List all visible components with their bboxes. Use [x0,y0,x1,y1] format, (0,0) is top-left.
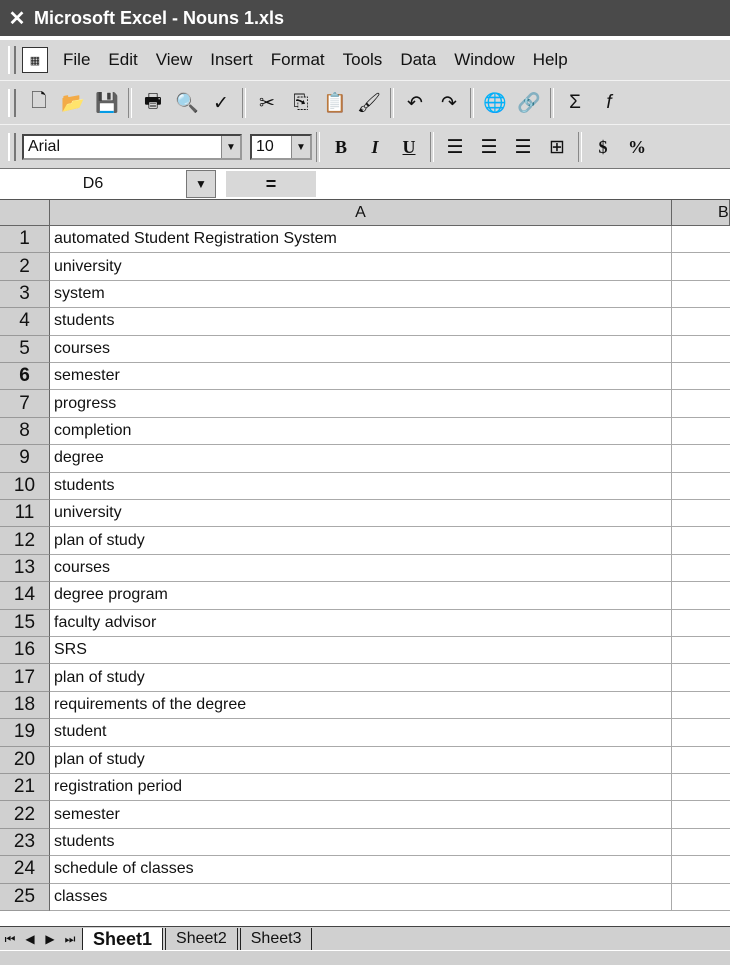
toolbar-grip [8,89,16,117]
table-row [0,884,730,911]
cell-a[interactable]: completion [50,418,672,445]
cell-a[interactable]: progress [50,390,672,417]
cell-a[interactable]: university [50,500,672,527]
menu-file[interactable]: File [63,50,91,69]
table-row [0,664,730,691]
sheet-tab-sheet2[interactable]: Sheet2 [165,928,238,950]
row-header[interactable]: 14 [0,582,50,609]
chevron-down-icon[interactable]: ▼ [221,136,240,158]
bold-button[interactable]: B [334,136,347,157]
menu-format[interactable]: Format [270,50,325,69]
row-header[interactable]: 1 [0,226,50,253]
separator [128,88,132,118]
cut-icon[interactable]: ✂ [259,92,275,114]
formula-bar [0,168,730,201]
cell-a[interactable]: student [50,719,672,746]
row-header[interactable]: 3 [0,281,50,308]
font-name-value: Arial [28,138,61,155]
table-row [0,610,730,637]
edit-formula-button[interactable]: = [226,171,316,197]
menu-tools[interactable]: Tools [342,50,383,69]
cell-b[interactable] [672,884,730,911]
table-row [0,281,730,308]
cell-a[interactable]: courses [50,555,672,582]
table-row [0,390,730,417]
table-row [0,856,730,883]
table-row [0,336,730,363]
cell-a[interactable]: SRS [50,637,672,664]
prev-sheet-icon[interactable]: ◀ [25,932,35,946]
sheet-tab-bar [0,926,730,951]
row-header[interactable]: 24 [0,856,50,883]
cell-a[interactable]: students [50,308,672,335]
row-header[interactable]: 25 [0,884,50,911]
menu-insert[interactable]: Insert [210,50,253,69]
table-row [0,500,730,527]
row-header[interactable]: 10 [0,473,50,500]
table-row [0,418,730,445]
copy-icon[interactable]: ⎘ [293,92,309,113]
cell-b[interactable] [672,418,730,445]
separator [550,88,554,118]
cell-a[interactable]: students [50,473,672,500]
formula-input[interactable] [316,171,730,197]
row-header[interactable]: 6 [0,363,50,390]
save-icon[interactable]: 💾 [95,93,119,114]
row-header[interactable]: 23 [0,829,50,856]
cell-b[interactable] [672,500,730,527]
table-row [0,363,730,390]
cell-a[interactable]: classes [50,884,672,911]
cell-a[interactable]: degree program [50,582,672,609]
row-header[interactable]: 19 [0,719,50,746]
sheet-tab-sheet3[interactable]: Sheet3 [240,928,313,950]
align-center-icon[interactable]: ☰ [480,136,498,158]
open-icon[interactable]: 📂 [61,93,85,114]
separator [242,88,246,118]
last-sheet-icon[interactable]: ⏭ [64,931,76,946]
separator [470,88,474,118]
cell-b[interactable] [672,390,730,417]
menu-data[interactable]: Data [400,50,437,69]
cell-b[interactable] [672,692,730,719]
row-header[interactable]: 12 [0,527,50,554]
column-header-b[interactable]: B [672,200,730,226]
cell-a[interactable]: requirements of the degree [50,692,672,719]
chevron-down-icon[interactable]: ▼ [186,170,216,198]
column-header-a[interactable]: A [50,200,672,226]
cell-b[interactable] [672,527,730,554]
table-row [0,226,730,253]
italic-button[interactable]: I [371,136,379,157]
align-right-icon[interactable]: ☰ [514,136,532,158]
row-header[interactable]: 21 [0,774,50,801]
web-icon[interactable]: 🌐 [483,93,507,114]
name-box[interactable] [0,171,186,197]
standard-toolbar [0,80,730,126]
cell-b[interactable] [672,336,730,363]
separator [390,88,394,118]
table-row [0,555,730,582]
cell-b[interactable] [672,363,730,390]
cell-b[interactable] [672,555,730,582]
cell-b[interactable] [672,637,730,664]
print-icon[interactable]: 🖶 [144,91,162,112]
cell-a[interactable]: semester [50,363,672,390]
row-header[interactable]: 7 [0,390,50,417]
cell-a[interactable]: system [50,281,672,308]
cell-a[interactable]: university [50,253,672,280]
separator [430,132,434,162]
print-preview-icon[interactable]: 🔍 [175,93,199,114]
merge-center-icon[interactable]: ⊞ [549,136,565,158]
menu-view[interactable]: View [155,50,193,69]
row-header[interactable]: 13 [0,555,50,582]
menu-window[interactable]: Window [454,50,515,69]
table-row [0,747,730,774]
formatting-toolbar [0,124,730,170]
sheet-tab-sheet1[interactable]: Sheet1 [82,928,163,950]
table-row [0,801,730,828]
cell-b[interactable] [672,829,730,856]
cell-b[interactable] [672,308,730,335]
row-header[interactable]: 11 [0,500,50,527]
row-header[interactable]: 4 [0,308,50,335]
align-left-icon[interactable]: ☰ [446,136,464,158]
separator [578,132,582,162]
cell-a[interactable]: plan of study [50,664,672,691]
table-row [0,719,730,746]
cell-b[interactable] [672,719,730,746]
cell-a[interactable]: faculty advisor [50,610,672,637]
excel-app-icon: ✕ [8,7,26,30]
row-header[interactable]: 18 [0,692,50,719]
font-size-value: 10 [256,138,274,155]
row-header[interactable]: 8 [0,418,50,445]
cell-a[interactable]: students [50,829,672,856]
font-size-select[interactable] [250,134,312,160]
cell-a[interactable]: degree [50,445,672,472]
table-row [0,582,730,609]
row-header[interactable]: 16 [0,637,50,664]
table-row [0,774,730,801]
chevron-down-icon[interactable]: ▼ [291,136,310,158]
first-sheet-icon[interactable]: ⏮ [4,931,16,946]
cell-b[interactable] [672,253,730,280]
row-header[interactable]: 20 [0,747,50,774]
format-painter-icon[interactable]: 🖌 [356,93,382,114]
table-row [0,527,730,554]
table-row [0,829,730,856]
cell-b[interactable] [672,664,730,691]
table-row [0,308,730,335]
cell-b[interactable] [672,774,730,801]
menu-help[interactable]: Help [532,50,568,69]
cell-b[interactable] [672,801,730,828]
document-icon[interactable]: ▦ [22,47,48,73]
cell-a[interactable]: schedule of classes [50,856,672,883]
currency-button[interactable]: $ [598,136,608,157]
paste-icon[interactable]: 📋 [323,93,347,114]
redo-icon[interactable]: ↷ [441,92,457,114]
toolbar-grip [8,133,16,161]
select-all-corner[interactable] [0,200,50,226]
name-box-value: D6 [82,175,104,192]
cell-b[interactable] [672,226,730,253]
row-header[interactable]: 5 [0,336,50,363]
separator [316,132,320,162]
undo-icon[interactable]: ↶ [407,92,423,114]
cell-a[interactable]: courses [50,336,672,363]
autosum-icon[interactable]: Σ [569,92,581,113]
font-name-select[interactable] [22,134,242,160]
cell-b[interactable] [672,582,730,609]
cell-b[interactable] [672,281,730,308]
cell-b[interactable] [672,473,730,500]
hyperlink-icon[interactable]: 🔗 [517,93,541,114]
status-bar [0,950,730,965]
cell-b[interactable] [672,747,730,774]
cell-a[interactable]: automated Student Registration System [50,226,672,253]
cell-a[interactable]: semester [50,801,672,828]
menu-grip [8,46,16,74]
title-bar [0,0,730,36]
table-row [0,692,730,719]
row-header[interactable]: 9 [0,445,50,472]
cell-a[interactable]: plan of study [50,527,672,554]
cell-b[interactable] [672,610,730,637]
row-header[interactable]: 22 [0,801,50,828]
cell-a[interactable]: plan of study [50,747,672,774]
function-icon[interactable]: f [606,92,612,113]
row-header[interactable]: 2 [0,253,50,280]
row-header[interactable]: 17 [0,664,50,691]
spreadsheet-grid [0,200,730,926]
cell-a[interactable]: registration period [50,774,672,801]
cell-b[interactable] [672,856,730,883]
underline-button[interactable]: U [402,136,416,157]
table-row [0,637,730,664]
window-title: Microsoft Excel - Nouns 1.xls [34,7,285,28]
table-row [0,253,730,280]
row-header[interactable]: 15 [0,610,50,637]
next-sheet-icon[interactable]: ▶ [45,932,55,946]
percent-button[interactable]: % [628,136,646,157]
menu-edit[interactable]: Edit [108,50,138,69]
spelling-icon[interactable]: ✓ [213,92,229,114]
table-row [0,445,730,472]
menu-bar [0,38,730,80]
table-row [0,473,730,500]
cell-b[interactable] [672,445,730,472]
new-icon[interactable]: 🗋 [31,91,47,112]
